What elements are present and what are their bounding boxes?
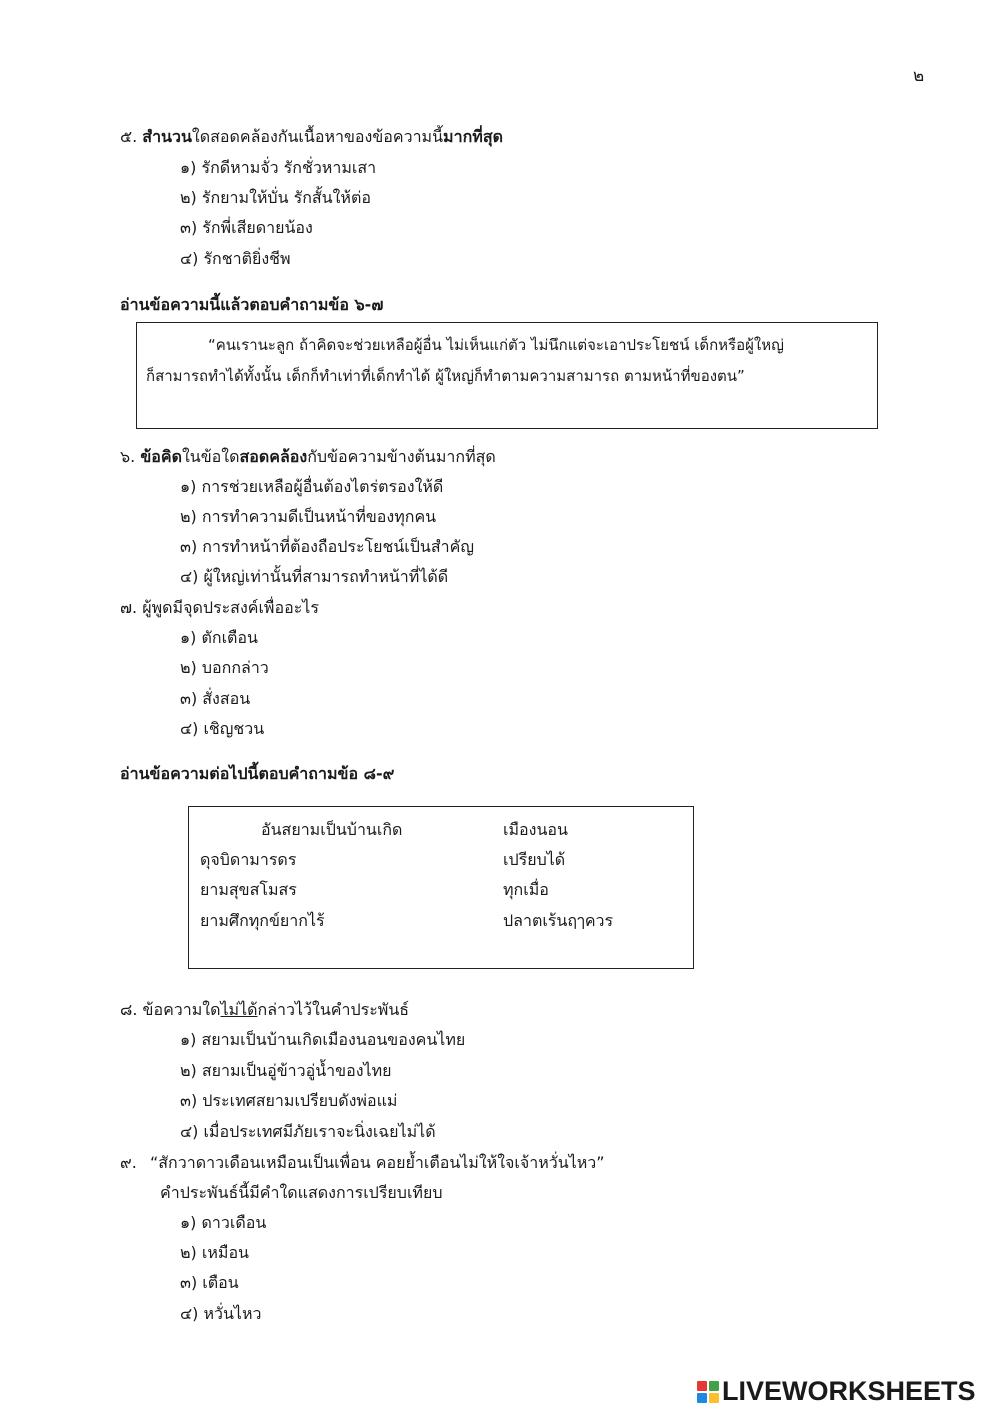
question-5-text: ใดสอดคล้องกันเนื้อหาของข้อความนี้ bbox=[191, 127, 444, 146]
q7-option-3[interactable]: ๓) สั่งสอน bbox=[180, 689, 251, 708]
q7-option-1[interactable]: ๑) ตักเตือน bbox=[180, 628, 258, 647]
poem-line-1-left: อันสยามเป็นบ้านเกิด bbox=[261, 820, 403, 839]
logo-icon bbox=[697, 1381, 719, 1403]
q8-option-1[interactable]: ๑) สยามเป็นบ้านเกิดเมืองนอนของคนไทย bbox=[180, 1030, 466, 1049]
q6-option-3[interactable]: ๓) การทำหน้าที่ต้องถือประโยชน์เป็นสำคัญ bbox=[180, 537, 474, 556]
q6-option-1[interactable]: ๑) การช่วยเหลือผู้อื่นต้องไตร่ตรองให้ดี bbox=[180, 477, 444, 496]
question-9-prompt: คำประพันธ์นี้มีคำใดแสดงการเปรียบเทียบ bbox=[160, 1183, 443, 1202]
passage-line-2: ก็สามารถทำได้ทั้งนั้น เด็กก็ทำเท่าที่เด็กทำได้ ผู้ใหญ่ก็ทำตามความสามารถ ตามหน้าที่ของตน” bbox=[146, 367, 745, 385]
question-8-text-end: กล่าวไว้ในคำประพันธ์ bbox=[257, 1000, 410, 1019]
logo-square-1 bbox=[697, 1381, 707, 1391]
question-6-keyword: ข้อคิด bbox=[140, 447, 182, 466]
poem-line-4-right: ปลาตเร้นฤๅควร bbox=[503, 911, 614, 930]
passage-line-1: “คนเรานะลูก ถ้าคิดจะช่วยเหลือผู้อื่น ไม่เห็นแก่ตัว ไม่นึกแต่จะเอาประโยชน์ เด็กหรือผู้ใหญ่ bbox=[208, 336, 784, 354]
q6-option-2[interactable]: ๒) การทำความดีเป็นหน้าที่ของทุกคน bbox=[180, 507, 437, 526]
section-2-heading: อ่านข้อความต่อไปนี้ตอบคำถามข้อ ๘-๙ bbox=[120, 764, 395, 783]
poem-line-3-left: ยามสุขสโมสร bbox=[200, 880, 297, 899]
question-6-number: ๖. bbox=[120, 447, 136, 466]
q8-option-3[interactable]: ๓) ประเทศสยามเปรียบดังพ่อแม่ bbox=[180, 1091, 398, 1110]
q9-option-1[interactable]: ๑) ดาวเดือน bbox=[180, 1213, 267, 1232]
question-8-underlined: ไม่ได้ bbox=[220, 1000, 258, 1019]
q7-option-4[interactable]: ๔) เชิญชวน bbox=[180, 719, 265, 738]
question-9-quote: “สักวาดาวเดือนเหมือนเป็นเพื่อน คอยย้ำเตือนไม่ให้ใจเจ้าหวั่นไหว” bbox=[150, 1153, 605, 1172]
question-9-number: ๙. bbox=[120, 1153, 137, 1172]
q7-option-2[interactable]: ๒) บอกกล่าว bbox=[180, 658, 269, 677]
q5-option-2[interactable]: ๒) รักยามให้บั่น รักสั้นให้ต่อ bbox=[180, 188, 371, 207]
q8-option-2[interactable]: ๒) สยามเป็นอู่ข้าวอู่น้ำของไทย bbox=[180, 1061, 392, 1080]
page-number: ๒ bbox=[913, 66, 925, 86]
question-7: ๗. ผู้พูดมีจุดประสงค์เพื่ออะไร bbox=[120, 598, 319, 617]
poem-line-4-left: ยามศึกทุกข์ยากไร้ bbox=[200, 911, 325, 930]
q9-option-2[interactable]: ๒) เหมือน bbox=[180, 1243, 249, 1262]
logo-text: LIVEWORKSHEETS bbox=[722, 1376, 976, 1406]
q5-option-1[interactable]: ๑) รักดีหามจั่ว รักชั่วหามเสา bbox=[180, 158, 377, 177]
liveworksheets-logo bbox=[697, 1378, 976, 1405]
q9-option-3[interactable]: ๓) เตือน bbox=[180, 1273, 239, 1292]
q5-option-4[interactable]: ๔) รักชาติยิ่งชีพ bbox=[180, 249, 291, 268]
question-6-text: ในข้อใด bbox=[181, 447, 240, 466]
question-8 bbox=[120, 1002, 409, 1018]
poem-line-2-right: เปรียบได้ bbox=[503, 850, 566, 869]
poem-line-1-right: เมืองนอน bbox=[503, 820, 568, 839]
poem-line-3-right: ทุกเมื่อ bbox=[503, 880, 549, 899]
logo-square-2 bbox=[709, 1381, 719, 1391]
question-5-number: ๕. bbox=[120, 127, 138, 146]
poem-line-2-left: ดุจบิดามารดร bbox=[200, 850, 297, 869]
q5-option-3[interactable]: ๓) รักพี่เสียดายน้อง bbox=[180, 218, 313, 237]
question-5-keyword: สำนวน bbox=[142, 127, 192, 146]
logo-square-3 bbox=[697, 1393, 707, 1403]
section-1-heading: อ่านข้อความนี้แล้วตอบคำถามข้อ ๖-๗ bbox=[120, 295, 384, 314]
question-6 bbox=[120, 449, 496, 465]
question-5-emphasis: มากที่สุด bbox=[443, 127, 503, 146]
q9-option-4[interactable]: ๔) หวั่นไหว bbox=[180, 1304, 262, 1323]
question-6-emphasis: สอดคล้อง bbox=[239, 447, 308, 466]
q6-option-4[interactable]: ๔) ผู้ใหญ่เท่านั้นที่สามารถทำหน้าที่ได้ดี bbox=[180, 567, 449, 586]
q8-option-4[interactable]: ๔) เมื่อประเทศมีภัยเราจะนิ่งเฉยไม่ได้ bbox=[180, 1122, 436, 1141]
question-8-text: ๘. ข้อความใด bbox=[120, 1000, 221, 1019]
logo-square-4 bbox=[709, 1393, 719, 1403]
question-6-text-end: กับข้อความข้างต้นมากที่สุด bbox=[307, 447, 496, 466]
question-5 bbox=[120, 129, 503, 145]
